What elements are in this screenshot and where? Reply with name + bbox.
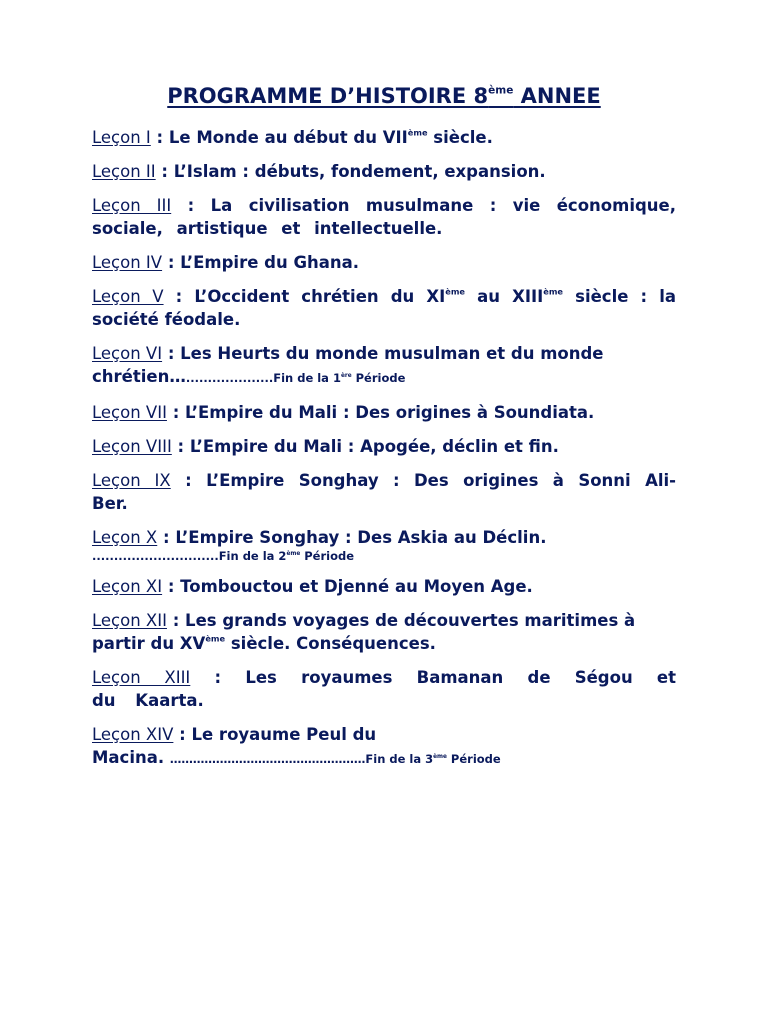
lesson-5	[92, 285, 676, 331]
lesson-11	[92, 575, 676, 598]
lesson-label: Leçon V	[92, 287, 164, 306]
lesson-sup: ème	[205, 633, 226, 644]
lesson-text: : L’Empire du Mali : Des origines à Soundiata.	[166, 403, 595, 422]
lesson-4	[92, 251, 676, 274]
period-end-marker	[170, 752, 501, 766]
lesson-text: : L’Empire du Ghana.	[162, 253, 360, 272]
lesson-text: : Les royaumes Bamanan de Ségou et du Kaarta.	[92, 668, 676, 710]
period-end-word: Période	[300, 549, 355, 563]
lesson-text: : Les Heurts du monde musulman et du monde chrétien…	[92, 344, 604, 386]
lesson-label: Leçon XIV	[92, 725, 174, 744]
lesson-label: Leçon XII	[92, 611, 167, 630]
lesson-text: : Le royaume Peul du	[173, 725, 377, 744]
lesson-3	[92, 194, 676, 240]
period-end-sup: ème	[286, 550, 301, 557]
lesson-text-end: siècle : la société féodale.	[92, 287, 676, 329]
lesson-10	[92, 526, 676, 564]
period-end-text: Fin de la 1	[273, 371, 341, 385]
title-text: PROGRAMME D’HISTOIRE 8	[167, 84, 489, 108]
lesson-13	[92, 666, 676, 712]
lesson-text-end: siècle. Conséquences.	[225, 634, 436, 653]
lesson-text-line2: Macina.	[92, 748, 170, 767]
lesson-label: Leçon VII	[92, 403, 167, 422]
lesson-9	[92, 469, 676, 515]
lesson-text: : L’Empire Songhay : Des Askia au Déclin.	[157, 528, 547, 547]
lesson-12	[92, 609, 676, 655]
lesson-label: Leçon III	[92, 196, 172, 215]
period-end-marker	[186, 371, 406, 385]
lesson-text: : Les grands voyages de découvertes maritimes à partir du XV	[92, 611, 636, 653]
lesson-text: : La civilisation musulmane : vie économique, sociale, artistique et intellectuelle.	[92, 196, 676, 238]
lesson-sup: ème	[543, 286, 564, 297]
dot-leader: ....................	[185, 371, 274, 385]
lesson-label: Leçon II	[92, 162, 156, 181]
lesson-label: Leçon IX	[92, 471, 171, 490]
lesson-label: Leçon VI	[92, 344, 163, 363]
lesson-7	[92, 401, 676, 424]
period-end-text: Fin de la 3	[365, 752, 434, 766]
lesson-text-mid: au XIII	[465, 287, 544, 306]
lesson-text: : Le Monde au début du VII	[150, 128, 408, 147]
lesson-14	[92, 723, 676, 771]
title-sup: ème	[488, 84, 514, 97]
lesson-text-end: siècle.	[427, 128, 493, 147]
dot-leader: ……………………………………………	[169, 752, 366, 766]
period-end-sup: ère	[340, 372, 352, 379]
lesson-list	[92, 126, 676, 782]
lesson-label: Leçon XI	[92, 577, 163, 596]
lesson-2	[92, 160, 676, 183]
lesson-label: Leçon IV	[92, 253, 163, 272]
lesson-label: Leçon XIII	[92, 668, 191, 687]
lesson-text: : L’Islam : débuts, fondement, expansion.	[155, 162, 546, 181]
period-end-word: Période	[446, 752, 501, 766]
lesson-text: : L’Empire Songhay : Des origines à Sonni Ali-Ber.	[92, 471, 676, 513]
period-end-word: Période	[351, 371, 406, 385]
lesson-label: Leçon I	[92, 128, 151, 147]
lesson-1	[92, 126, 676, 149]
lesson-text: : L’Occident chrétien du XI	[163, 287, 446, 306]
title-rest: ANNEE	[513, 84, 601, 108]
lesson-6	[92, 342, 676, 390]
lesson-sup: ème	[407, 127, 428, 138]
period-end-marker	[92, 549, 676, 564]
period-end-sup: ème	[433, 753, 447, 760]
lesson-label: Leçon X	[92, 528, 158, 547]
period-end-text: Fin de la 2	[218, 549, 287, 563]
dot-leader: .............................	[92, 549, 219, 563]
page-title	[0, 84, 768, 108]
lesson-text: : L’Empire du Mali : Apogée, déclin et fin.	[171, 437, 559, 456]
lesson-8	[92, 435, 676, 458]
lesson-label: Leçon VIII	[92, 437, 172, 456]
lesson-text: : Tombouctou et Djenné au Moyen Age.	[162, 577, 533, 596]
lesson-sup: ème	[445, 286, 466, 297]
